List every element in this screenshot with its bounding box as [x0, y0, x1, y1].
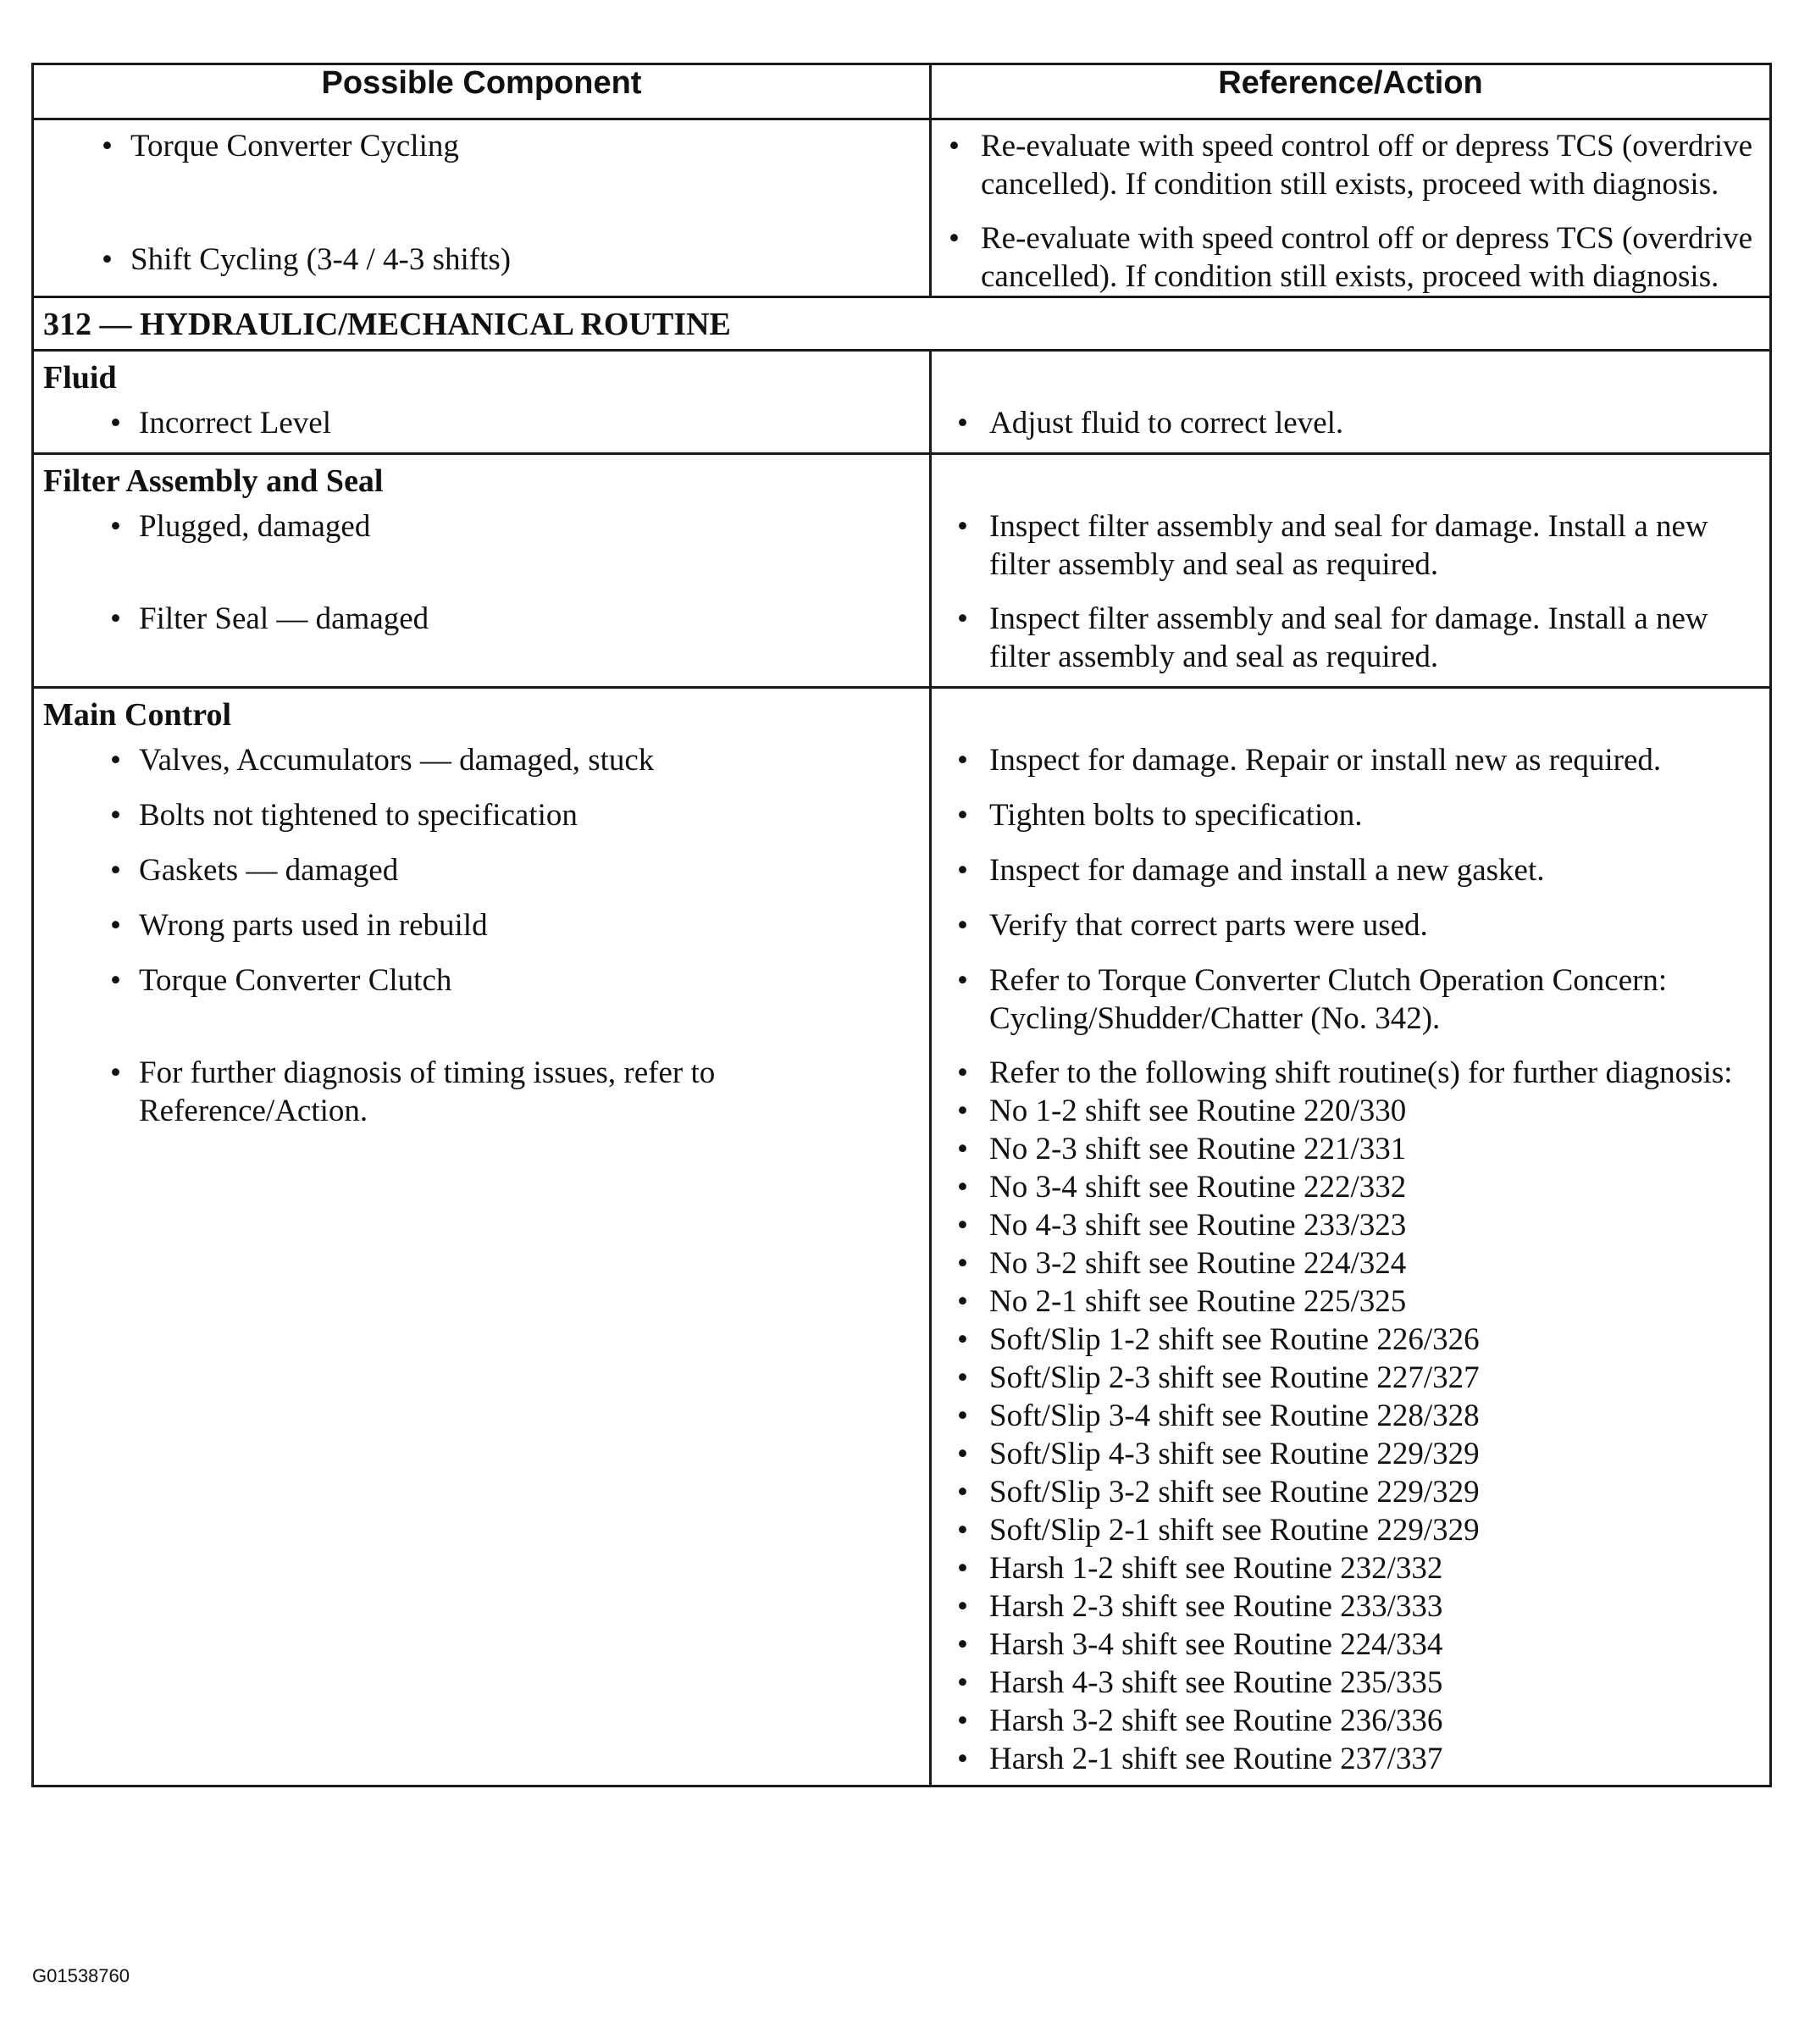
bullet-icon: •: [110, 601, 121, 636]
bullet-icon: •: [949, 221, 960, 256]
bullet-icon: •: [110, 908, 121, 943]
routine-item: [940, 1359, 1754, 1397]
component-cell: [33, 351, 931, 454]
table-row-cycling: [33, 119, 1771, 297]
bullet-icon: •: [110, 853, 121, 888]
bullet-icon: •: [957, 853, 968, 888]
routine-text: Soft/Slip 3-4 shift see Routine 228/328: [989, 1399, 1480, 1433]
routine-text: Soft/Slip 3-2 shift see Routine 229/329: [989, 1475, 1480, 1509]
list-item: [940, 851, 1754, 889]
diagnosis-table: [31, 63, 1772, 1787]
list-item: [34, 127, 929, 241]
routine-item: [940, 1244, 1754, 1282]
routine-text: Soft/Slip 4-3 shift see Routine 229/329: [989, 1437, 1480, 1471]
bullet-icon: •: [957, 743, 968, 778]
list-item: [940, 741, 1754, 779]
list-item: [940, 507, 1754, 584]
list-item: [42, 1054, 914, 1130]
action-text: Re-evaluate with speed control off or depress TCS (overdrive cancelled). If condition still exists, proceed with diagnosis.: [981, 129, 1753, 202]
group-title-fluid: Fluid: [43, 360, 117, 396]
bullet-icon: •: [957, 908, 968, 943]
routine-text: Soft/Slip 2-1 shift see Routine 229/329: [989, 1513, 1480, 1548]
bullet-icon: •: [957, 1055, 968, 1090]
component-text: Plugged, damaged: [139, 509, 371, 544]
routine-item: [940, 1206, 1754, 1244]
bullet-icon: •: [957, 798, 968, 833]
list-item: [932, 127, 1769, 203]
routine-text: No 3-2 shift see Routine 224/324: [989, 1246, 1407, 1281]
group-title-main-control: Main Control: [43, 697, 232, 733]
bullet-icon: •: [957, 1170, 968, 1205]
component-text: Incorrect Level: [139, 406, 331, 440]
action-text: Verify that correct parts were used.: [989, 908, 1428, 943]
action-text: Inspect filter assembly and seal for damage. Install a new filter assembly and seal as required.: [989, 601, 1708, 674]
action-text: Inspect for damage. Repair or install new as required.: [989, 743, 1662, 778]
routine-text: No 2-1 shift see Routine 225/325: [989, 1284, 1407, 1319]
routine-item: [940, 1549, 1754, 1587]
component-text: Torque Converter Clutch: [139, 963, 452, 998]
bullet-icon: •: [957, 1627, 968, 1662]
component-cell: [33, 454, 931, 688]
list-item: [940, 796, 1754, 834]
routine-text: Harsh 4-3 shift see Routine 235/335: [989, 1665, 1443, 1700]
action-cell: [931, 351, 1771, 454]
routine-item: [940, 1130, 1754, 1168]
bullet-icon: •: [110, 963, 121, 998]
list-item: [42, 507, 914, 584]
bullet-icon: •: [957, 1322, 968, 1357]
section-cell: [33, 297, 1771, 351]
component-text: For further diagnosis of timing issues, refer to Reference/Action.: [139, 1055, 716, 1128]
routine-item: [940, 1740, 1754, 1778]
routine-item: [940, 1664, 1754, 1702]
action-cell: [931, 454, 1771, 688]
routine-text: No 3-4 shift see Routine 222/332: [989, 1170, 1407, 1205]
bullet-icon: •: [110, 406, 121, 440]
component-text: Valves, Accumulators — damaged, stuck: [139, 743, 655, 778]
action-text: Refer to Torque Converter Clutch Operation Concern: Cycling/Shudder/Chatter (No. 342).: [989, 963, 1668, 1036]
bullet-icon: •: [957, 601, 968, 636]
bullet-icon: •: [957, 1246, 968, 1281]
action-text: Inspect for damage and install a new gasket.: [989, 853, 1545, 888]
component-text: Wrong parts used in rebuild: [139, 908, 488, 943]
component-text: Torque Converter Cycling: [130, 129, 459, 163]
routine-item: [940, 1702, 1754, 1740]
bullet-icon: •: [110, 1055, 121, 1090]
bullet-icon: •: [957, 406, 968, 440]
list-item: [940, 404, 1754, 442]
component-text: Bolts not tightened to specification: [139, 798, 578, 833]
list-item: [940, 600, 1754, 676]
component-cell: [33, 688, 931, 1786]
routine-text: Harsh 3-4 shift see Routine 224/334: [989, 1627, 1443, 1662]
routine-text: No 2-3 shift see Routine 221/331: [989, 1132, 1407, 1166]
bullet-icon: •: [957, 1208, 968, 1243]
action-text: Refer to the following shift routine(s) for further diagnosis:: [989, 1055, 1733, 1090]
bullet-icon: •: [957, 1094, 968, 1128]
bullet-icon: •: [957, 1551, 968, 1586]
routine-text: Harsh 2-1 shift see Routine 237/337: [989, 1742, 1443, 1776]
action-cell: [931, 688, 1771, 1786]
component-text: Gaskets — damaged: [139, 853, 399, 888]
routine-text: Soft/Slip 1-2 shift see Routine 226/326: [989, 1322, 1480, 1357]
list-item: [42, 851, 914, 889]
routine-item: [940, 1511, 1754, 1549]
routine-item: [940, 1587, 1754, 1626]
list-item: [42, 906, 914, 944]
bullet-icon: •: [957, 1513, 968, 1548]
bullet-icon: •: [957, 1437, 968, 1471]
routine-text: No 1-2 shift see Routine 220/330: [989, 1094, 1407, 1128]
bullet-icon: •: [957, 1742, 968, 1776]
bullet-icon: •: [957, 1284, 968, 1319]
bullet-icon: •: [957, 1475, 968, 1509]
list-item: [34, 241, 929, 279]
table-row-fluid: [33, 351, 1771, 454]
list-item: [42, 741, 914, 779]
routine-item: [940, 1168, 1754, 1206]
section-row: [33, 297, 1771, 351]
list-item: [940, 961, 1754, 1038]
header-possible-component: Possible Component: [33, 64, 931, 119]
section-title: 312 — HYDRAULIC/MECHANICAL ROUTINE: [43, 307, 731, 342]
bullet-icon: •: [957, 1703, 968, 1738]
bullet-icon: •: [110, 509, 121, 544]
list-item: [42, 404, 914, 442]
figure-id: G01538760: [32, 1965, 130, 1986]
bullet-icon: •: [949, 129, 960, 163]
bullet-icon: •: [957, 509, 968, 544]
bullet-icon: •: [110, 798, 121, 833]
list-item: [940, 1054, 1754, 1092]
action-text: Tighten bolts to specification.: [989, 798, 1363, 833]
bullet-icon: •: [102, 129, 113, 163]
table-row-filter: [33, 454, 1771, 688]
header-reference-action: Reference/Action: [931, 64, 1771, 119]
bullet-icon: •: [957, 1399, 968, 1433]
action-cell: [931, 119, 1771, 297]
routine-item: [940, 1397, 1754, 1435]
table-row-main-control: [33, 688, 1771, 1786]
list-item: [940, 906, 1754, 944]
bullet-icon: •: [957, 1665, 968, 1700]
list-item: [932, 219, 1769, 296]
routine-item: [940, 1321, 1754, 1359]
routine-item: [940, 1282, 1754, 1321]
component-text: Filter Seal — damaged: [139, 601, 429, 636]
routine-item: [940, 1092, 1754, 1130]
routine-item: [940, 1435, 1754, 1473]
bullet-icon: •: [957, 1132, 968, 1166]
list-item: [42, 600, 914, 638]
bullet-icon: •: [957, 1589, 968, 1624]
action-text: Re-evaluate with speed control off or depress TCS (overdrive cancelled). If condition still exists, proceed with diagnosis.: [981, 221, 1753, 294]
routine-text: No 4-3 shift see Routine 233/323: [989, 1208, 1407, 1243]
list-item: [42, 796, 914, 834]
routine-item: [940, 1626, 1754, 1664]
routine-text: Harsh 1-2 shift see Routine 232/332: [989, 1551, 1443, 1586]
routine-text: Harsh 2-3 shift see Routine 233/333: [989, 1589, 1443, 1624]
routine-text: Soft/Slip 2-3 shift see Routine 227/327: [989, 1360, 1480, 1395]
bullet-icon: •: [957, 1360, 968, 1395]
action-text: Inspect filter assembly and seal for damage. Install a new filter assembly and seal as required.: [989, 509, 1708, 582]
group-title-filter: Filter Assembly and Seal: [43, 463, 384, 499]
header-row: [33, 64, 1771, 119]
routine-item: [940, 1473, 1754, 1511]
bullet-icon: •: [102, 242, 113, 277]
component-text: Shift Cycling (3-4 / 4-3 shifts): [130, 242, 512, 277]
component-cell: [33, 119, 931, 297]
routine-text: Harsh 3-2 shift see Routine 236/336: [989, 1703, 1443, 1738]
bullet-icon: •: [957, 963, 968, 998]
bullet-icon: •: [110, 743, 121, 778]
routine-list: [940, 1092, 1754, 1778]
list-item: [42, 961, 914, 1038]
action-text: Adjust fluid to correct level.: [989, 406, 1344, 440]
